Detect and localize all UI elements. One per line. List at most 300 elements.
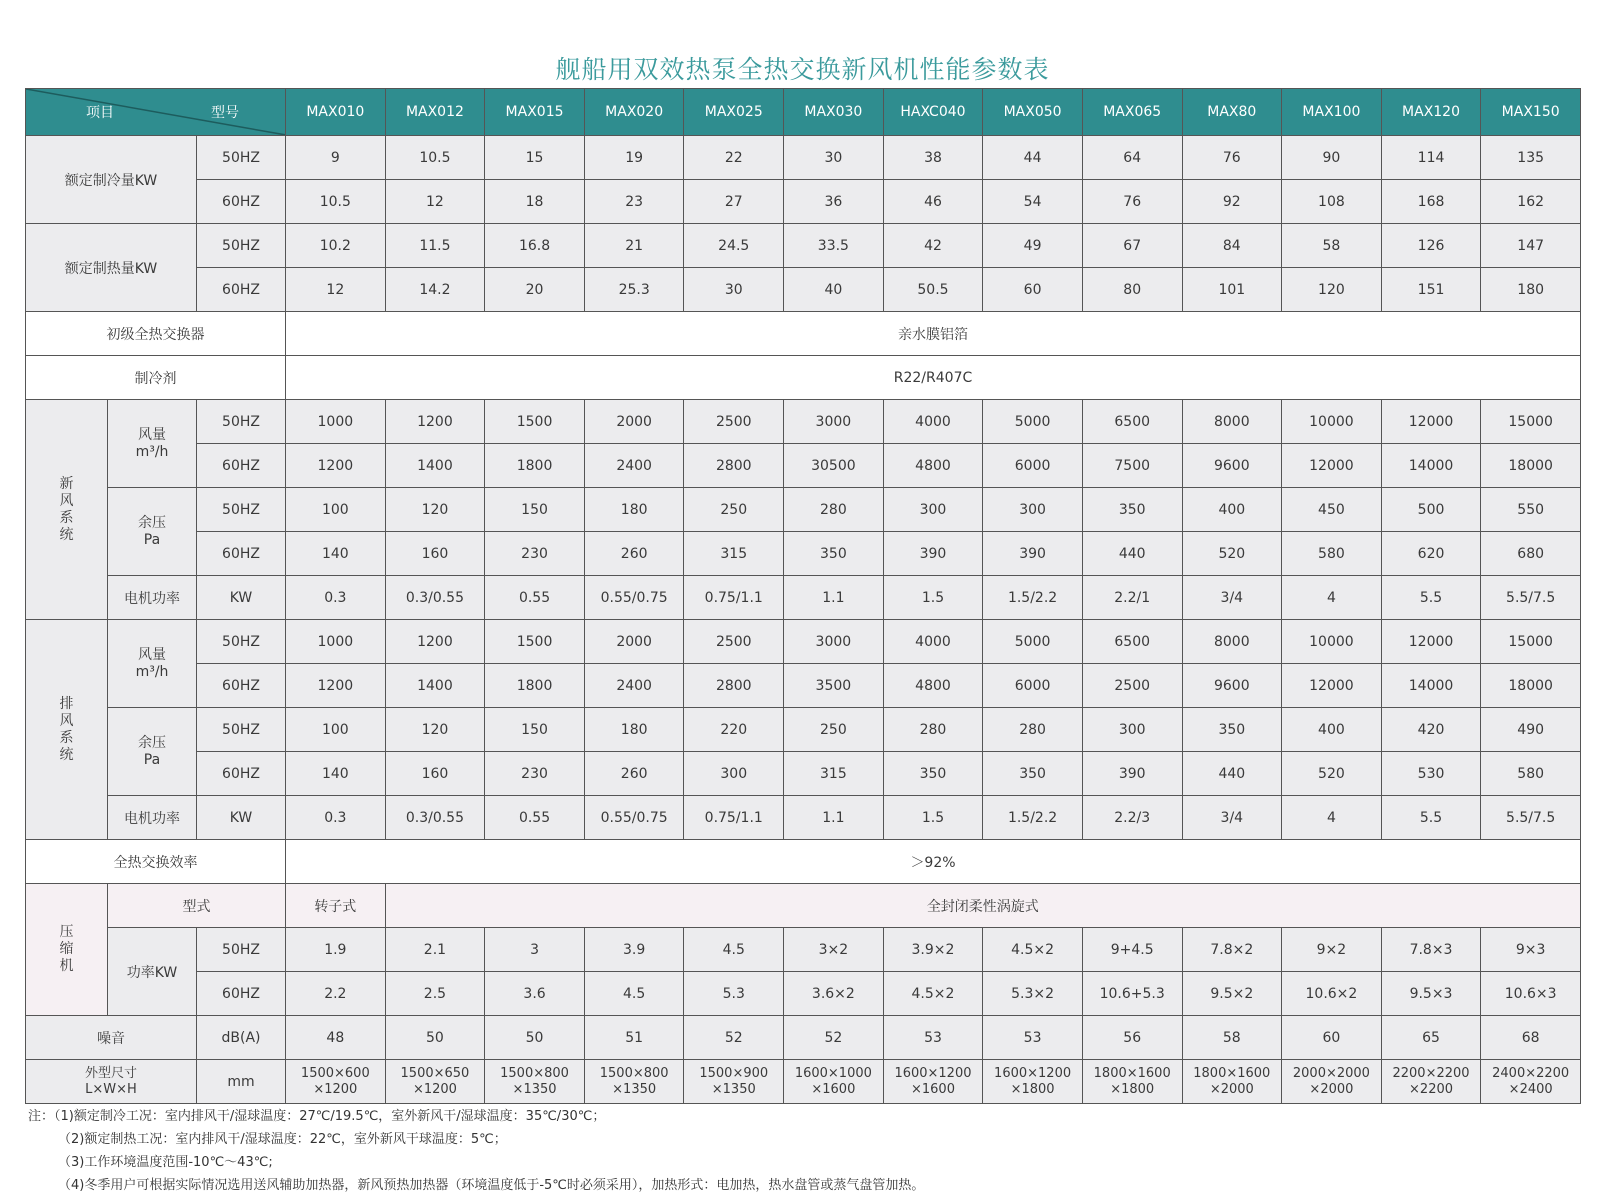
value-cell: 140 — [286, 752, 386, 796]
value-cell: 7500 — [1082, 444, 1182, 488]
value-cell: 530 — [1381, 752, 1481, 796]
hz60-label: 60HZ — [197, 444, 286, 488]
value-cell: 9+4.5 — [1082, 928, 1182, 972]
size-label — [26, 1060, 197, 1104]
value-cell: 38 — [883, 136, 983, 180]
hz60-label: 60HZ — [197, 268, 286, 312]
value-cell: 3.9×2 — [883, 928, 983, 972]
refrigerant-value: R22/R407C — [286, 356, 1581, 400]
value-cell: 1.5/2.2 — [983, 576, 1083, 620]
row-size — [26, 1060, 1581, 1104]
value-cell: 350 — [1082, 488, 1182, 532]
size-top: 1800×1600 — [1093, 1065, 1171, 1081]
cooling-label: 额定制冷量KW — [26, 136, 197, 224]
exh-airflow-label — [108, 620, 197, 708]
hz50-label: 50HZ — [197, 620, 286, 664]
value-cell: 50 — [385, 1016, 485, 1060]
value-cell: 2.1 — [385, 928, 485, 972]
value-cell: 10.5 — [286, 180, 386, 224]
fresh-airflow-label — [108, 400, 197, 488]
note-line: （3)工作环境温度范围-10℃～43℃; — [58, 1155, 273, 1170]
row-exchanger — [26, 312, 1581, 356]
value-cell: 80 — [1082, 268, 1182, 312]
model-header: MAX012 — [385, 89, 485, 136]
model-header: MAX100 — [1282, 89, 1382, 136]
row-comp-50 — [26, 928, 1581, 972]
value-cell: 300 — [983, 488, 1083, 532]
spec-table — [25, 88, 1581, 1104]
value-cell: 126 — [1381, 224, 1481, 268]
value-cell: 2500 — [1082, 664, 1182, 708]
model-header: MAX025 — [684, 89, 784, 136]
size-cell — [1182, 1060, 1282, 1104]
value-cell: 101 — [1182, 268, 1282, 312]
value-cell: 180 — [1481, 268, 1581, 312]
model-header: MAX150 — [1481, 89, 1581, 136]
value-cell: 150 — [485, 488, 585, 532]
row-comp-type — [26, 884, 1581, 928]
noise-unit: dB(A) — [197, 1016, 286, 1060]
pressure-unit: Pa — [143, 751, 161, 768]
value-cell: 6500 — [1082, 400, 1182, 444]
value-cell: 12000 — [1381, 620, 1481, 664]
value-cell: 2.5 — [385, 972, 485, 1016]
size-top: 1600×1000 — [794, 1065, 872, 1081]
hz60-label: 60HZ — [197, 972, 286, 1016]
value-cell: 64 — [1082, 136, 1182, 180]
value-cell: 19 — [584, 136, 684, 180]
size-top: 2200×2200 — [1392, 1065, 1470, 1081]
value-cell: 147 — [1481, 224, 1581, 268]
value-cell: 1500 — [485, 620, 585, 664]
value-cell: 1.5/2.2 — [983, 796, 1083, 840]
size-top: 1500×900 — [699, 1065, 769, 1081]
value-cell: 4.5×2 — [983, 928, 1083, 972]
value-cell: 250 — [684, 488, 784, 532]
value-cell: 1000 — [286, 400, 386, 444]
value-cell: 4.5 — [584, 972, 684, 1016]
value-cell: 350 — [983, 752, 1083, 796]
value-cell: 9600 — [1182, 444, 1282, 488]
model-header: MAX050 — [983, 89, 1083, 136]
row-fresh-air-60 — [26, 444, 1581, 488]
value-cell: 0.3/0.55 — [385, 576, 485, 620]
model-header: MAX030 — [784, 89, 884, 136]
size-top: 1500×650 — [400, 1065, 470, 1081]
value-cell: 6500 — [1082, 620, 1182, 664]
diagonal-line — [26, 89, 286, 135]
value-cell: 680 — [1481, 532, 1581, 576]
value-cell: 9×2 — [1282, 928, 1382, 972]
comp-type-rotary: 转子式 — [286, 884, 386, 928]
value-cell: 30 — [684, 268, 784, 312]
notes — [28, 1105, 924, 1197]
value-cell: 12000 — [1282, 444, 1382, 488]
value-cell: 3500 — [784, 664, 884, 708]
value-cell: 27 — [684, 180, 784, 224]
value-cell: 3×2 — [784, 928, 884, 972]
value-cell: 5.5/7.5 — [1481, 576, 1581, 620]
value-cell: 150 — [485, 708, 585, 752]
size-top: 1500×600 — [300, 1065, 370, 1081]
value-cell: 2000 — [584, 620, 684, 664]
value-cell: 4800 — [883, 444, 983, 488]
value-cell: 4000 — [883, 620, 983, 664]
hz50-label: 50HZ — [197, 400, 286, 444]
size-bottom: ×2200 — [1409, 1081, 1454, 1097]
value-cell: 280 — [983, 708, 1083, 752]
value-cell: 4.5 — [684, 928, 784, 972]
size-top: 1600×1200 — [894, 1065, 972, 1081]
size-bottom: ×2000 — [1309, 1081, 1354, 1097]
model-header: MAX80 — [1182, 89, 1282, 136]
row-cooling-50 — [26, 136, 1581, 180]
value-cell: 7.8×2 — [1182, 928, 1282, 972]
value-cell: 1200 — [385, 400, 485, 444]
model-header: MAX010 — [286, 89, 386, 136]
value-cell: 135 — [1481, 136, 1581, 180]
header-corner — [26, 89, 286, 136]
value-cell: 390 — [983, 532, 1083, 576]
value-cell: 50.5 — [883, 268, 983, 312]
value-cell: 9.5×3 — [1381, 972, 1481, 1016]
value-cell: 1500 — [485, 400, 585, 444]
value-cell: 420 — [1381, 708, 1481, 752]
pressure-text: 余压 — [138, 514, 166, 531]
value-cell: 350 — [784, 532, 884, 576]
value-cell: 3.6 — [485, 972, 585, 1016]
value-cell: 1800 — [485, 664, 585, 708]
value-cell: 0.3 — [286, 576, 386, 620]
value-cell: 4800 — [883, 664, 983, 708]
value-cell: 10.6+5.3 — [1082, 972, 1182, 1016]
fresh-system-label: 新 风 系 统 — [26, 400, 108, 620]
value-cell: 151 — [1381, 268, 1481, 312]
value-cell: 440 — [1082, 532, 1182, 576]
value-cell: 315 — [784, 752, 884, 796]
value-cell: 60 — [983, 268, 1083, 312]
value-cell: 15000 — [1481, 400, 1581, 444]
size-bottom: ×1350 — [612, 1081, 657, 1097]
value-cell: 11.5 — [385, 224, 485, 268]
mm-label: mm — [197, 1060, 286, 1104]
value-cell: 36 — [784, 180, 884, 224]
value-cell: 1200 — [286, 444, 386, 488]
fresh-motor-label: 电机功率 — [108, 576, 197, 620]
exchanger-value: 亲水膜铝箔 — [286, 312, 1581, 356]
row-exh-air-60 — [26, 664, 1581, 708]
row-noise — [26, 1016, 1581, 1060]
value-cell: 550 — [1481, 488, 1581, 532]
size-cell — [883, 1060, 983, 1104]
value-cell: 280 — [784, 488, 884, 532]
value-cell: 450 — [1282, 488, 1382, 532]
model-header: HAXC040 — [883, 89, 983, 136]
size-top: 2000×2000 — [1292, 1065, 1370, 1081]
row-fresh-motor — [26, 576, 1581, 620]
value-cell: 300 — [1082, 708, 1182, 752]
value-cell: 300 — [684, 752, 784, 796]
value-cell: 1400 — [385, 444, 485, 488]
value-cell: 5.5/7.5 — [1481, 796, 1581, 840]
value-cell: 4 — [1282, 796, 1382, 840]
value-cell: 9 — [286, 136, 386, 180]
hz60-label: 60HZ — [197, 180, 286, 224]
exhaust-system-label: 排 风 系 统 — [26, 620, 108, 840]
value-cell: 1800 — [485, 444, 585, 488]
model-header: MAX120 — [1381, 89, 1481, 136]
row-fresh-air-50 — [26, 400, 1581, 444]
airflow-unit: m³/h — [135, 663, 169, 680]
row-refrigerant — [26, 356, 1581, 400]
value-cell: 48 — [286, 1016, 386, 1060]
hz50-label: 50HZ — [197, 708, 286, 752]
value-cell: 84 — [1182, 224, 1282, 268]
value-cell: 2000 — [584, 400, 684, 444]
value-cell: 10.6×2 — [1282, 972, 1382, 1016]
value-cell: 3/4 — [1182, 576, 1282, 620]
hz50-label: 50HZ — [197, 928, 286, 972]
value-cell: 10.2 — [286, 224, 386, 268]
size-text: 外型尺寸 — [84, 1065, 137, 1081]
model-header: MAX015 — [485, 89, 585, 136]
value-cell: 10000 — [1282, 400, 1382, 444]
size-bottom: ×1350 — [512, 1081, 557, 1097]
exh-pressure-label — [108, 708, 197, 796]
value-cell: 2.2 — [286, 972, 386, 1016]
value-cell: 1000 — [286, 620, 386, 664]
value-cell: 15000 — [1481, 620, 1581, 664]
value-cell: 1.9 — [286, 928, 386, 972]
row-cooling-60 — [26, 180, 1581, 224]
value-cell: 12 — [385, 180, 485, 224]
note-line: （2)额定制热工况：室内排风干/湿球温度：22℃，室外新风干球温度：5℃； — [58, 1132, 507, 1147]
size-cell — [784, 1060, 884, 1104]
hz50-label: 50HZ — [197, 224, 286, 268]
value-cell: 1.1 — [784, 796, 884, 840]
row-comp-60 — [26, 972, 1581, 1016]
value-cell: 2400 — [584, 664, 684, 708]
value-cell: 8000 — [1182, 620, 1282, 664]
value-cell: 160 — [385, 752, 485, 796]
value-cell: 16.8 — [485, 224, 585, 268]
value-cell: 8000 — [1182, 400, 1282, 444]
value-cell: 5.5 — [1381, 576, 1481, 620]
hz50-label: 50HZ — [197, 488, 286, 532]
airflow-text: 风量 — [138, 426, 166, 443]
kw-label: KW — [197, 796, 286, 840]
value-cell: 120 — [385, 708, 485, 752]
model-header: MAX065 — [1082, 89, 1182, 136]
value-cell: 3000 — [784, 400, 884, 444]
size-cell — [286, 1060, 386, 1104]
value-cell: 12 — [286, 268, 386, 312]
value-cell: 140 — [286, 532, 386, 576]
row-fresh-pa-60 — [26, 532, 1581, 576]
value-cell: 3/4 — [1182, 796, 1282, 840]
value-cell: 9600 — [1182, 664, 1282, 708]
row-exh-air-50 — [26, 620, 1581, 664]
value-cell: 9.5×2 — [1182, 972, 1282, 1016]
value-cell: 220 — [684, 708, 784, 752]
size-bottom: ×1600 — [910, 1081, 955, 1097]
value-cell: 3000 — [784, 620, 884, 664]
value-cell: 168 — [1381, 180, 1481, 224]
comp-type-scroll: 全封闭柔性涡旋式 — [385, 884, 1580, 928]
value-cell: 100 — [286, 708, 386, 752]
value-cell: 2800 — [684, 664, 784, 708]
efficiency-value: ＞92% — [286, 840, 1581, 884]
row-efficiency — [26, 840, 1581, 884]
value-cell: 0.3 — [286, 796, 386, 840]
value-cell: 108 — [1282, 180, 1382, 224]
value-cell: 7.8×3 — [1381, 928, 1481, 972]
value-cell: 162 — [1481, 180, 1581, 224]
compressor-label: 压 缩 机 — [26, 884, 108, 1016]
value-cell: 65 — [1381, 1016, 1481, 1060]
value-cell: 350 — [1182, 708, 1282, 752]
value-cell: 0.3/0.55 — [385, 796, 485, 840]
value-cell: 0.55 — [485, 796, 585, 840]
value-cell: 58 — [1282, 224, 1382, 268]
value-cell: 580 — [1282, 532, 1382, 576]
size-top: 1500×800 — [599, 1065, 669, 1081]
value-cell: 92 — [1182, 180, 1282, 224]
value-cell: 120 — [1282, 268, 1382, 312]
value-cell: 20 — [485, 268, 585, 312]
refrigerant-label: 制冷剂 — [26, 356, 286, 400]
value-cell: 23 — [584, 180, 684, 224]
value-cell: 350 — [883, 752, 983, 796]
hz60-label: 60HZ — [197, 664, 286, 708]
size-cell — [385, 1060, 485, 1104]
value-cell: 390 — [883, 532, 983, 576]
value-cell: 67 — [1082, 224, 1182, 268]
item-label: 项目 — [86, 105, 114, 121]
value-cell: 46 — [883, 180, 983, 224]
value-cell: 6000 — [983, 444, 1083, 488]
value-cell: 440 — [1182, 752, 1282, 796]
value-cell: 5.5 — [1381, 796, 1481, 840]
value-cell: 390 — [1082, 752, 1182, 796]
value-cell: 1200 — [385, 620, 485, 664]
exh-motor-label: 电机功率 — [108, 796, 197, 840]
comp-type-label: 型式 — [108, 884, 286, 928]
value-cell: 76 — [1082, 180, 1182, 224]
value-cell: 5.3 — [684, 972, 784, 1016]
value-cell: 40 — [784, 268, 884, 312]
value-cell: 52 — [684, 1016, 784, 1060]
value-cell: 114 — [1381, 136, 1481, 180]
value-cell: 2500 — [684, 400, 784, 444]
size-bottom: ×1350 — [711, 1081, 756, 1097]
value-cell: 3 — [485, 928, 585, 972]
value-cell: 400 — [1282, 708, 1382, 752]
value-cell: 68 — [1481, 1016, 1581, 1060]
value-cell: 18000 — [1481, 444, 1581, 488]
value-cell: 300 — [883, 488, 983, 532]
value-cell: 56 — [1082, 1016, 1182, 1060]
value-cell: 6000 — [983, 664, 1083, 708]
row-heating-50 — [26, 224, 1581, 268]
value-cell: 22 — [684, 136, 784, 180]
value-cell: 1200 — [286, 664, 386, 708]
header-row — [26, 89, 1581, 136]
value-cell: 400 — [1182, 488, 1282, 532]
value-cell: 5.3×2 — [983, 972, 1083, 1016]
value-cell: 180 — [584, 708, 684, 752]
value-cell: 76 — [1182, 136, 1282, 180]
value-cell: 49 — [983, 224, 1083, 268]
size-top: 2400×2200 — [1492, 1065, 1570, 1081]
pressure-text: 余压 — [138, 734, 166, 751]
row-exh-pa-50 — [26, 708, 1581, 752]
value-cell: 100 — [286, 488, 386, 532]
hz50-label: 50HZ — [197, 136, 286, 180]
value-cell: 3.9 — [584, 928, 684, 972]
value-cell: 5000 — [983, 620, 1083, 664]
size-cell — [584, 1060, 684, 1104]
value-cell: 315 — [684, 532, 784, 576]
size-cell — [1282, 1060, 1382, 1104]
size-bottom: ×1200 — [412, 1081, 457, 1097]
value-cell: 2400 — [584, 444, 684, 488]
value-cell: 14000 — [1381, 664, 1481, 708]
kw-label: KW — [197, 576, 286, 620]
size-bottom: ×1800 — [1110, 1081, 1155, 1097]
value-cell: 160 — [385, 532, 485, 576]
fresh-pressure-label — [108, 488, 197, 576]
value-cell: 60 — [1282, 1016, 1382, 1060]
size-cell — [1082, 1060, 1182, 1104]
value-cell: 44 — [983, 136, 1083, 180]
value-cell: 53 — [983, 1016, 1083, 1060]
size-top: 1800×1600 — [1193, 1065, 1271, 1081]
value-cell: 18 — [485, 180, 585, 224]
size-bottom: ×2400 — [1508, 1081, 1553, 1097]
value-cell: 580 — [1481, 752, 1581, 796]
model-header: MAX020 — [584, 89, 684, 136]
value-cell: 50 — [485, 1016, 585, 1060]
value-cell: 24.5 — [684, 224, 784, 268]
value-cell: 520 — [1282, 752, 1382, 796]
value-cell: 14.2 — [385, 268, 485, 312]
airflow-text: 风量 — [138, 646, 166, 663]
value-cell: 0.55/0.75 — [584, 796, 684, 840]
size-bottom: ×1200 — [313, 1081, 358, 1097]
hz60-label: 60HZ — [197, 752, 286, 796]
efficiency-label: 全热交换效率 — [26, 840, 286, 884]
value-cell: 230 — [485, 532, 585, 576]
value-cell: 9×3 — [1481, 928, 1581, 972]
size-top: 1500×800 — [500, 1065, 569, 1081]
value-cell: 0.75/1.1 — [684, 796, 784, 840]
page-title: 舰船用双效热泵全热交换新风机性能参数表 — [555, 55, 1050, 84]
value-cell: 260 — [584, 532, 684, 576]
value-cell: 10.6×3 — [1481, 972, 1581, 1016]
exchanger-label: 初级全热交换器 — [26, 312, 286, 356]
value-cell: 4000 — [883, 400, 983, 444]
value-cell: 620 — [1381, 532, 1481, 576]
value-cell: 12000 — [1381, 400, 1481, 444]
value-cell: 0.75/1.1 — [684, 576, 784, 620]
heating-label: 额定制热量KW — [26, 224, 197, 312]
value-cell: 52 — [784, 1016, 884, 1060]
value-cell: 520 — [1182, 532, 1282, 576]
row-fresh-pa-50 — [26, 488, 1581, 532]
value-cell: 1400 — [385, 664, 485, 708]
value-cell: 2800 — [684, 444, 784, 488]
